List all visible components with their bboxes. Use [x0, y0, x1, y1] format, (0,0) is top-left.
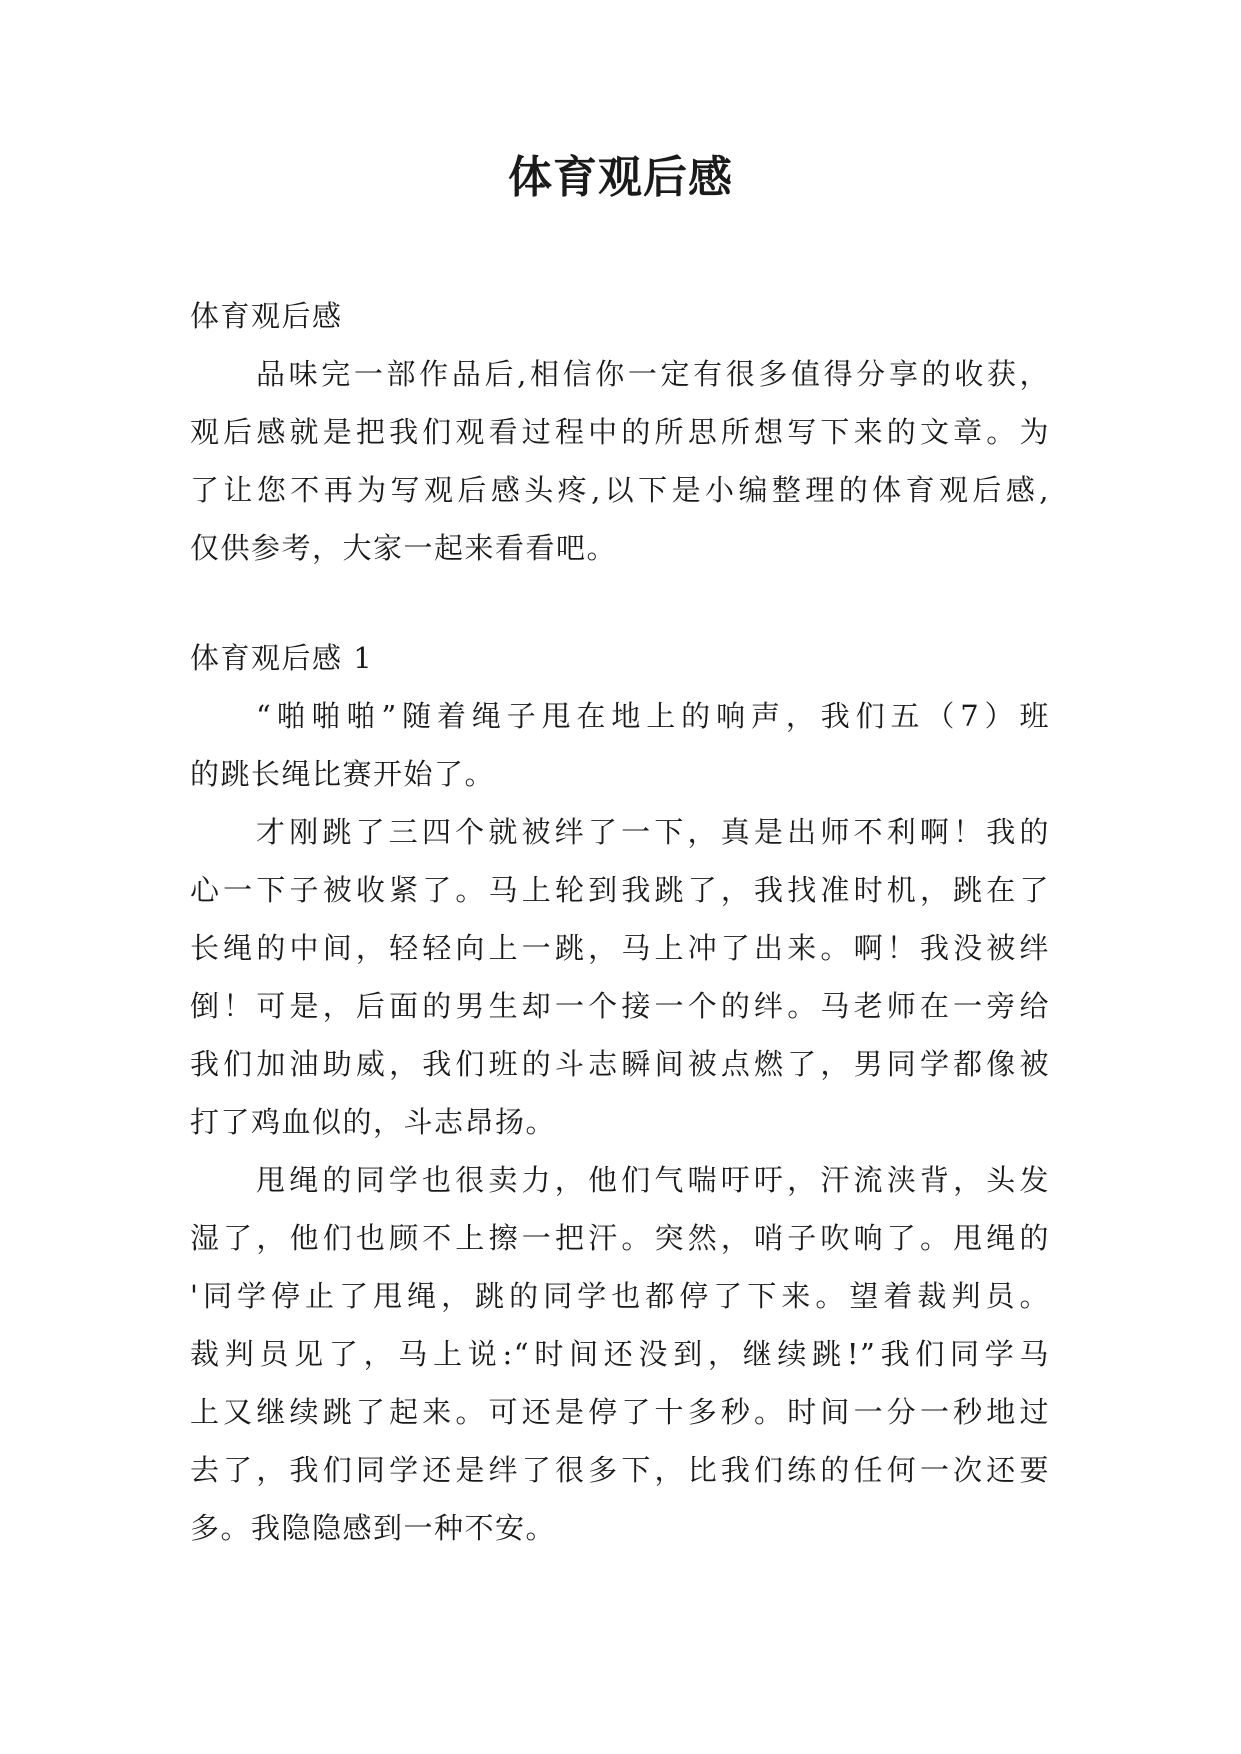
- intro-heading: 体育观后感: [190, 299, 343, 333]
- paragraph-line: 裁判员见了，马上说:“时间还没到，继续跳!”我们同学马: [190, 1337, 1050, 1371]
- section-heading: 体育观后感 1: [190, 641, 374, 675]
- paragraph-line: 才刚跳了三四个就被绊了一下，真是出师不利啊！我的: [256, 815, 1050, 849]
- intro-paragraph: [190, 345, 1050, 577]
- paragraph-line: 仅供参考，大家一起来看看吧。: [190, 531, 618, 565]
- paragraph-line: 我们加油助威，我们班的斗志瞬间被点燃了，男同学都像被: [190, 1047, 1050, 1081]
- paragraph-line: 观后感就是把我们观看过程中的所思所想写下来的文章。为: [190, 415, 1050, 449]
- document-body: [190, 287, 1050, 1557]
- section1-paragraph-3: [190, 1151, 1050, 1557]
- paragraph-line: 了让您不再为写观后感头疼,以下是小编整理的体育观后感,: [190, 473, 1050, 507]
- paragraph-line: 的跳长绳比赛开始了。: [190, 757, 496, 791]
- paragraph-line: '同学停止了甩绳，跳的同学也都停了下来。望着裁判员。: [190, 1279, 1050, 1313]
- paragraph-line: 长绳的中间，轻轻向上一跳，马上冲了出来。啊！我没被绊: [190, 931, 1050, 965]
- section1-paragraph-2: [190, 803, 1050, 1151]
- document-title: 体育观后感: [508, 152, 733, 203]
- paragraph-line: 去了，我们同学还是绊了很多下，比我们练的任何一次还要: [190, 1453, 1050, 1487]
- paragraph-line: 湿了，他们也顾不上擦一把汗。突然，哨子吹响了。甩绳的: [190, 1221, 1050, 1255]
- paragraph-line: 打了鸡血似的，斗志昂扬。: [190, 1105, 557, 1139]
- paragraph-line: 品味完一部作品后,相信你一定有很多值得分享的收获，: [256, 357, 1050, 391]
- section1-paragraph-1: [190, 687, 1050, 803]
- paragraph-line: 心一下子被收紧了。马上轮到我跳了，我找准时机，跳在了: [190, 873, 1050, 907]
- paragraph-line: 甩绳的同学也很卖力，他们气喘吁吁，汗流浃背，头发: [256, 1163, 1050, 1197]
- paragraph-line: 倒！可是，后面的男生却一个接一个的绊。马老师在一旁给: [190, 989, 1050, 1023]
- paragraph-line: “啪啪啪”随着绳子甩在地上的响声，我们五（7）班: [256, 699, 1050, 733]
- section-spacer: [190, 577, 1050, 629]
- paragraph-line: 多。我隐隐感到一种不安。: [190, 1511, 557, 1545]
- paragraph-line: 上又继续跳了起来。可还是停了十多秒。时间一分一秒地过: [190, 1395, 1050, 1429]
